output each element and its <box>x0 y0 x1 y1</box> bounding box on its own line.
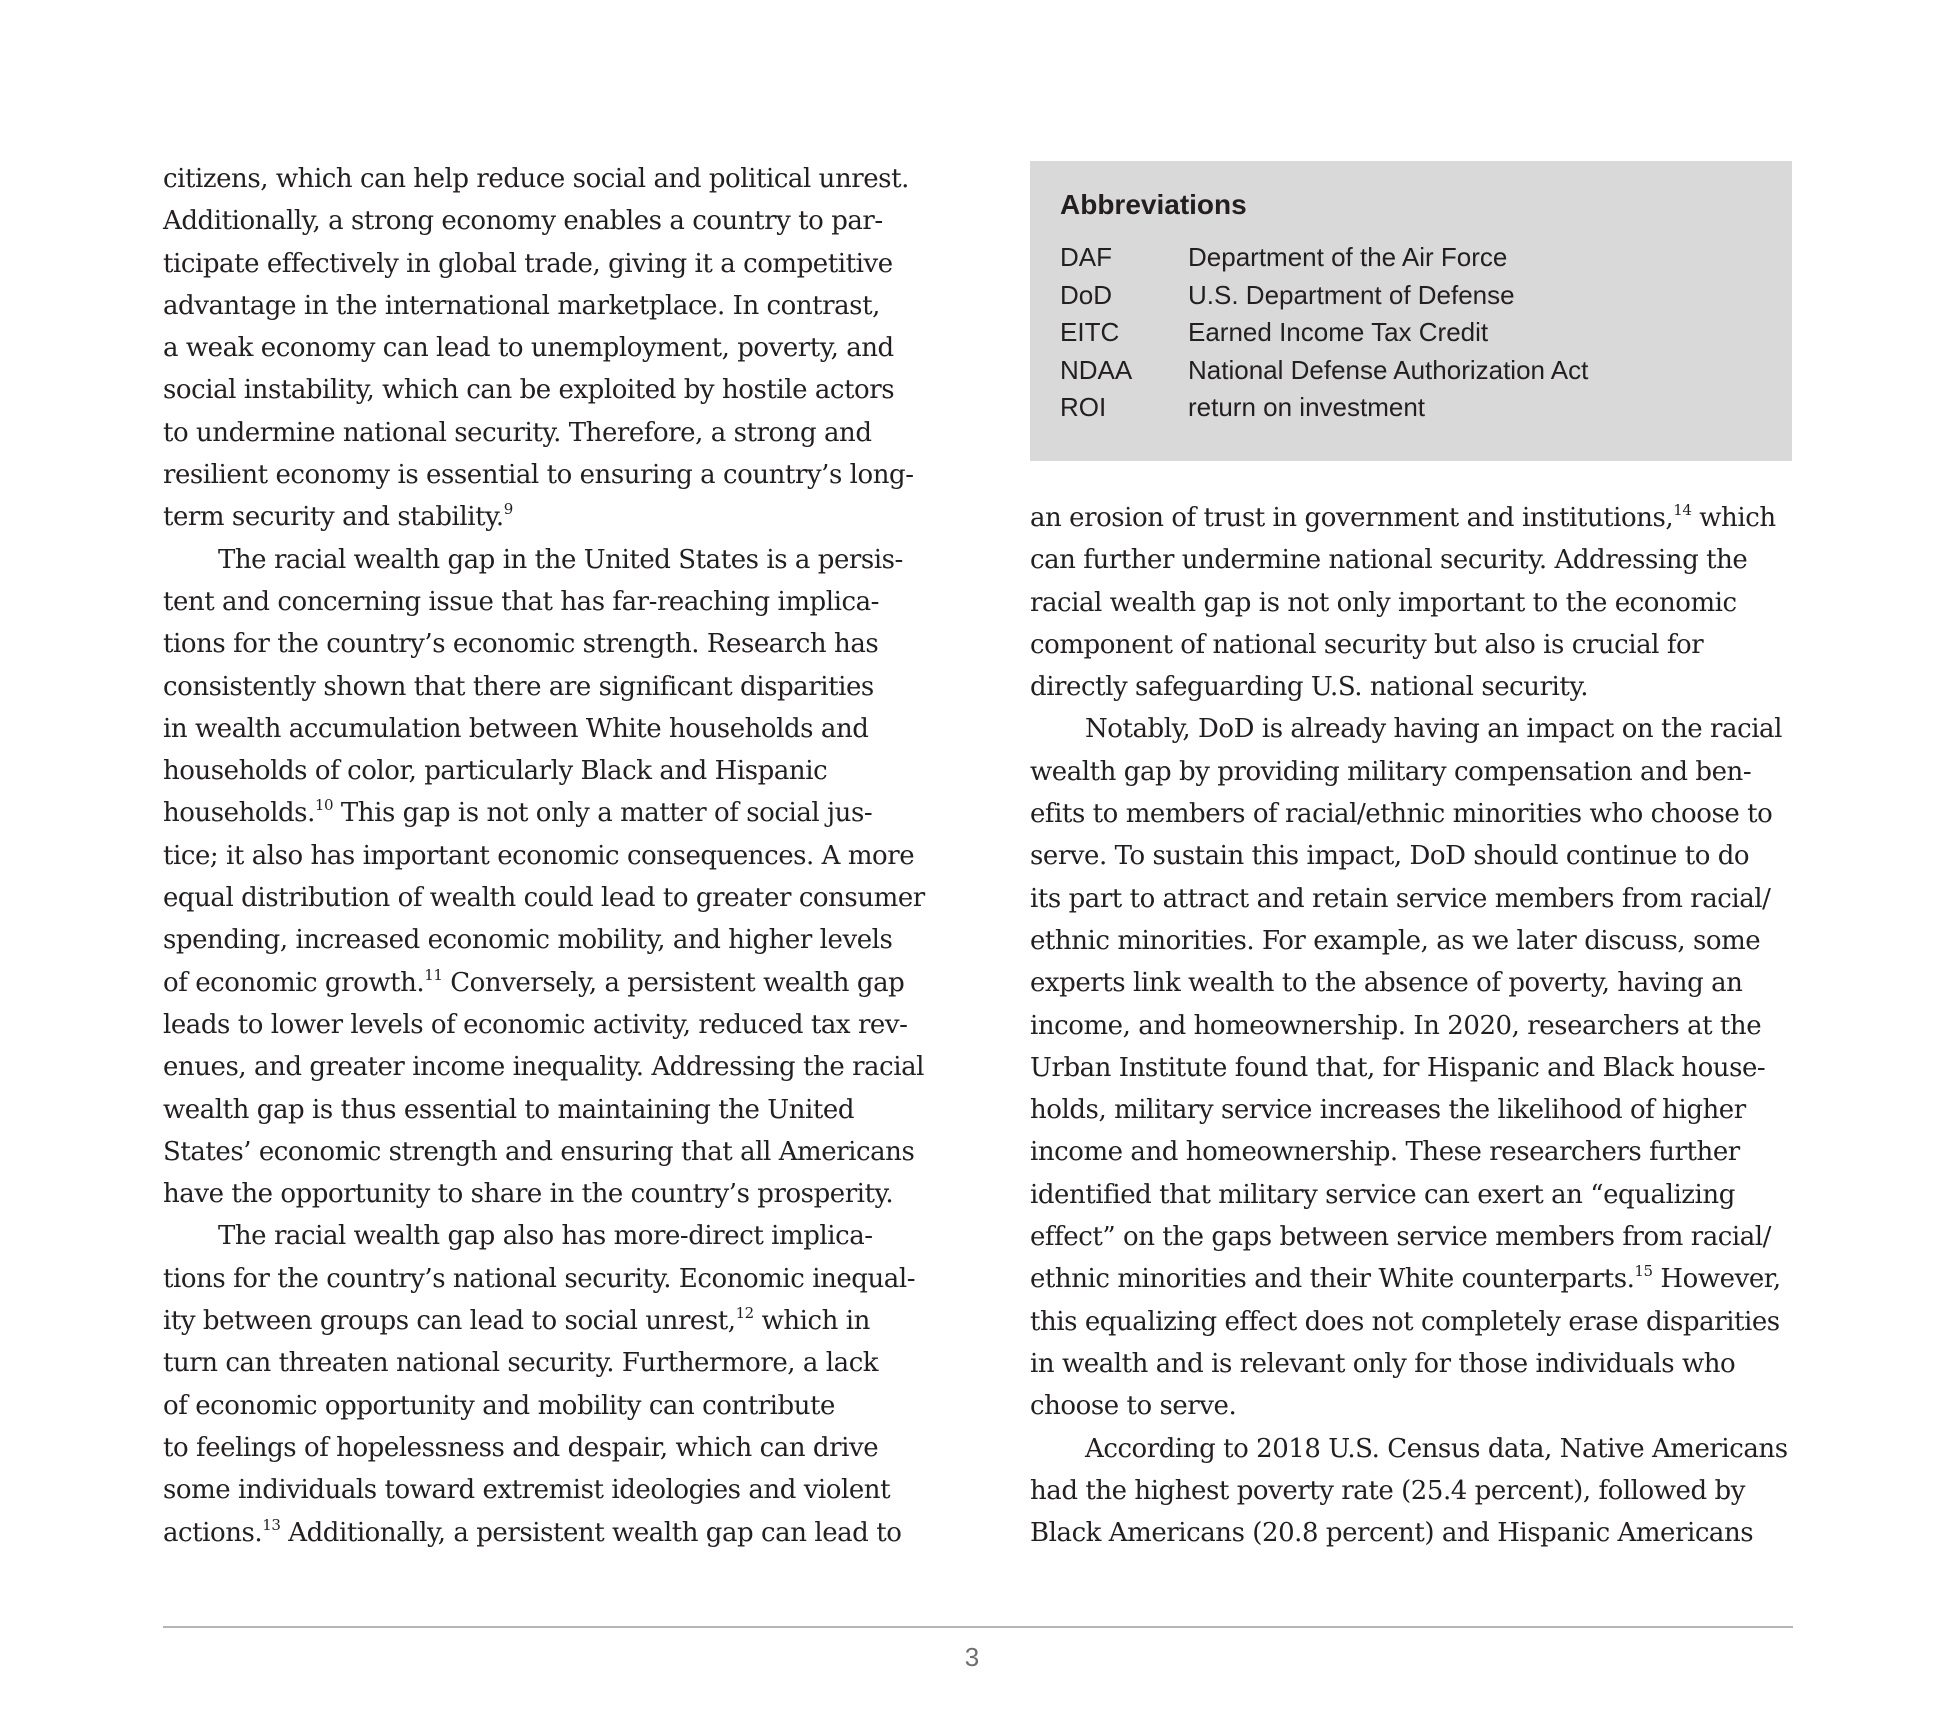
abbreviation-definition: Department of the Air Force <box>1188 242 1508 272</box>
text-line: resilient economy is essential to ensuring a country’s long- <box>163 460 914 491</box>
text-line: of economic opportunity and mobility can contribute <box>163 1390 835 1421</box>
text-line: holds, military service increases the likelihood of higher <box>1030 1095 1746 1126</box>
text-line: racial wealth gap is not only important to the economic <box>1030 587 1737 618</box>
text-line: ethnic minorities. For example, as we later discuss, some <box>1030 925 1761 956</box>
text-line: enues, and greater income inequality. Addressing the racial <box>163 1052 924 1083</box>
abbreviation-definition: National Defense Authorization Act <box>1188 354 1589 385</box>
page-number: 3 <box>964 1642 980 1672</box>
text-line: term security and stability.$^9$ <box>163 500 513 533</box>
text-line: According to 2018 U.S. Census data, Native Americans <box>1085 1433 1788 1464</box>
text-line: its part to attract and retain service members from racial/ <box>1030 883 1771 914</box>
abbreviations-title: Abbreviations <box>1060 189 1247 220</box>
abbreviation-term: DoD <box>1060 279 1113 310</box>
text-line: a weak economy can lead to unemployment, poverty, and <box>163 333 894 364</box>
abbreviation-definition: Earned Income Tax Credit <box>1188 317 1489 347</box>
text-line: have the opportunity to share in the country’s prosperity. <box>163 1179 894 1210</box>
text-line: serve. To sustain this impact, DoD should continue to do <box>1030 841 1750 872</box>
text-line: component of national security but also is crucial for <box>1030 629 1704 660</box>
text-line: consistently shown that there are significant disparities <box>163 671 874 702</box>
right-column-text <box>1030 497 1800 1554</box>
text-line: leads to lower levels of economic activity, reduced tax rev- <box>163 1009 908 1040</box>
text-line: identified that military service can exert an “equalizing <box>1030 1179 1735 1210</box>
footnote-marker: 9 <box>503 500 513 519</box>
text-line: tions for the country’s economic strength. Research has <box>163 629 879 660</box>
footnote-marker: 14 <box>1673 501 1692 519</box>
text-line: Black Americans (20.8 percent) and Hispanic Americans <box>1030 1518 1754 1549</box>
text-line: this equalizing effect does not completely erase disparities <box>1030 1306 1780 1337</box>
text-line: ethnic minorities and their White counterparts.$^{15}$ However, <box>1030 1262 1781 1295</box>
footnote-marker: 15 <box>1634 1262 1653 1281</box>
text-line: income, and homeownership. In 2020, researchers at the <box>1030 1010 1762 1041</box>
text-line: tice; it also has important economic consequences. A more <box>163 840 915 871</box>
text-line: ticipate effectively in global trade, giving it a competitive <box>163 248 893 279</box>
text-line: social instability, which can be exploited by hostile actors <box>163 375 895 406</box>
abbreviation-definition: return on investment <box>1188 392 1426 422</box>
text-line: The racial wealth gap in the United States is a persis- <box>218 544 903 575</box>
text-line: had the highest poverty rate (25.4 percent), followed by <box>1030 1475 1745 1506</box>
text-line: spending, increased economic mobility, and higher levels <box>163 925 893 956</box>
text-line: effect” on the gaps between service members from racial/ <box>1030 1222 1771 1253</box>
text-line: directly safeguarding U.S. national security. <box>1030 672 1589 703</box>
abbreviation-definition: U.S. Department of Defense <box>1188 279 1515 310</box>
footnote-marker: 10 <box>314 796 334 815</box>
text-line: turn can threaten national security. Furthermore, a lack <box>163 1348 879 1379</box>
abbreviation-term: ROI <box>1060 392 1107 422</box>
text-line: to feelings of hopelessness and despair, which can drive <box>163 1432 879 1463</box>
left-column <box>163 158 923 1554</box>
text-line: Notably, DoD is already having an impact on the racial <box>1085 714 1782 745</box>
text-line: to undermine national security. Therefore, a strong and <box>163 417 872 448</box>
text-line: wealth gap by providing military compensation and ben- <box>1030 756 1752 787</box>
text-line: households of color, particularly Black and Hispanic <box>163 756 828 787</box>
abbreviation-term: DAF <box>1060 242 1112 272</box>
abbreviation-term: EITC <box>1060 317 1120 347</box>
footer-divider <box>163 1626 1793 1628</box>
text-line: in wealth and is relevant only for those individuals who <box>1030 1348 1736 1379</box>
footnote-marker: 11 <box>424 965 443 984</box>
text-line: income and homeownership. These researchers further <box>1030 1137 1740 1168</box>
footnote-marker: 13 <box>262 1515 281 1534</box>
text-line: citizens, which can help reduce social and political unrest. <box>163 164 909 194</box>
text-line: tions for the country’s national security. Economic inequal- <box>163 1263 916 1294</box>
abbreviation-term: NDAA <box>1060 354 1133 385</box>
text-line: The racial wealth gap also has more-direct implica- <box>218 1221 873 1252</box>
text-line: choose to serve. <box>1030 1391 1237 1422</box>
text-line: efits to members of racial/ethnic minorities who choose to <box>1030 799 1773 830</box>
text-line: ity between groups can lead to social unrest,$^{12}$ which in <box>163 1304 870 1337</box>
text-line: wealth gap is thus essential to maintaining the United <box>163 1094 855 1125</box>
footnote-marker: 12 <box>735 1304 754 1323</box>
text-line: of economic growth.$^{11}$ Conversely, a persistent wealth gap <box>163 965 905 998</box>
text-line: in wealth accumulation between White households and <box>163 713 869 744</box>
text-line: some individuals toward extremist ideologies and violent <box>163 1475 891 1506</box>
text-line: Additionally, a strong economy enables a country to par- <box>163 206 883 237</box>
text-line: can further undermine national security. Addressing the <box>1030 545 1748 576</box>
right-column <box>1030 158 1800 1554</box>
text-line: Urban Institute found that, for Hispanic and Black house- <box>1030 1052 1766 1083</box>
text-line: advantage in the international marketplace. In contrast, <box>163 290 880 321</box>
text-line: States’ economic strength and ensuring that all Americans <box>163 1136 915 1167</box>
text-line: experts link wealth to the absence of poverty, having an <box>1030 968 1743 999</box>
text-line: an erosion of trust in government and institutions,$^{14}$ which <box>1030 501 1776 533</box>
text-line: equal distribution of wealth could lead to greater consumer <box>163 883 925 914</box>
text-line: actions.$^{13}$ Additionally, a persistent wealth gap can lead to <box>163 1515 902 1548</box>
text-line: tent and concerning issue that has far-reaching implica- <box>163 586 879 617</box>
text-line: households.$^{10}$ This gap is not only a matter of social jus- <box>163 796 873 829</box>
left-column-text <box>163 158 923 1554</box>
